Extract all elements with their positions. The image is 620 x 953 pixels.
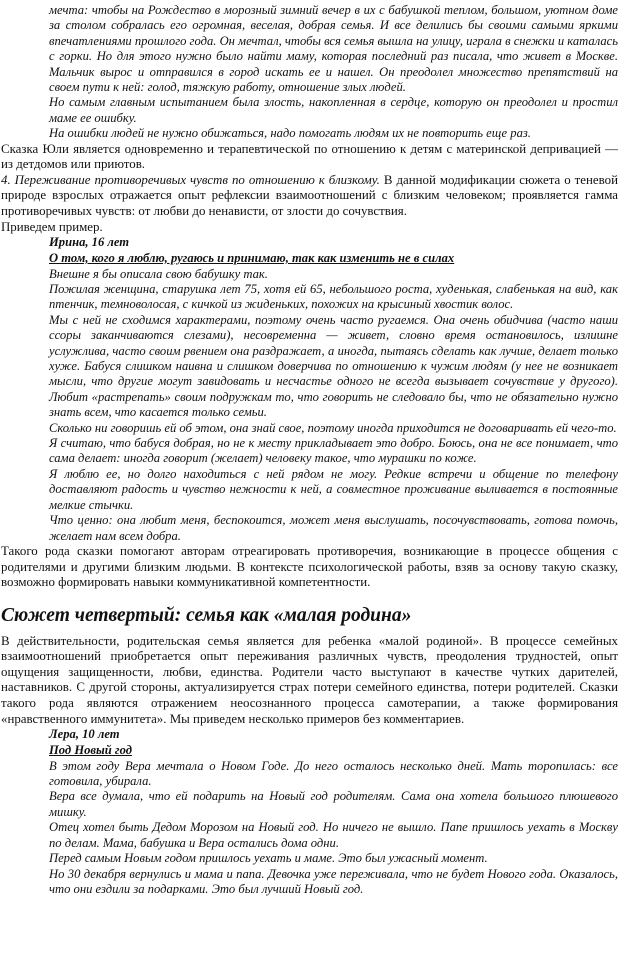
tale-paragraph: Что ценно: она любит меня, беспокоится, может меня выслушать, посочувствовать, готова помочь, желает нам всем добра. <box>49 513 618 543</box>
item4-lead: 4. Переживание противоречивых чувств по отношению к близкому. <box>1 172 380 187</box>
tale-title: Под Новый год <box>49 742 132 757</box>
tale-quote-block-c <box>49 727 618 897</box>
tale-paragraph: Перед самым Новым годом пришлось уехать и маме. Это был ужасный момент. <box>49 851 488 866</box>
tale-paragraph: мечта: чтобы на Рождество в морозный зимний вечер в их с бабушкой теплом, большом, уютном доме за столом собралась его огромная, веселая, добрая семья. И все делились бы своими самыми яркими впечатлениями прошлого года. Он мечтал, чтобы вся семья вышла на улицу, играла в снежки и каталась с горки. Но для этого нужно было найти маму, которая последний раз писала, что живет в Москве. Мальчик вырос и отправился в город искать ее и нашел. Он преодолел множество препятствий на своем пути к ней: голод, тяжкую работу, отношение злых людей. <box>49 3 618 95</box>
body-paragraph-skazka-yuli: Сказка Юли является одновременно и терапевтической по отношению к детям с материнской депривацией — из детдомов или приютов. <box>1 141 618 172</box>
tale-title: О том, кого я люблю, ругаюсь и принимаю, так как изменить не в силах <box>49 250 455 265</box>
tale-paragraph: Мы с ней не сходимся характерами, поэтому очень часто ругаемся. Она очень обидчива (часто наши ссоры заканчиваются слезами), несовременна — живет, словно время остановилось, излишне услужлива, часто своим рвением она раздражает, а иногда, пытаясь сделать как лучше, делает только хуже. Бабуся слишком наивна и слишком доверчива по отношению к чужим людям (у нее не возникает мысли, что другие могут завидовать и несчастье одного не всегда вызывает сочувствие у другого). Любит «растрепать» своим подружкам то, что говорить не следовало бы, что не обязательно нужно знать всем, что касается только семьи. <box>49 312 618 420</box>
tale-paragraph: В этом году Вера мечтала о Новом Годе. До него осталось несколько дней. Мать торопилась: все готовила, убирала. <box>49 758 618 789</box>
body-paragraph-privedem: Приведем пример. <box>1 219 103 234</box>
tale-paragraph: Внешне я бы описала свою бабушку так. <box>49 266 268 281</box>
tale-paragraph: Отец хотел быть Дедом Морозом на Новый год. Но ничего не вышло. Папе пришлось уехать в Москву по делам. Мама, бабушка и Вера остались дома одни. <box>49 820 618 850</box>
tale-quote-block-b <box>49 235 618 544</box>
tale-paragraph: Я считаю, что бабуся добрая, но не к месту прикладывает это добро. Боюсь, она не все понимает, что сама делает: иногда говорит (желает) человеку такое, что мурашки по коже. <box>49 436 618 466</box>
tale-paragraph: Сколько ни говоришь ей об этом, она знай свое, поэтому иногда приходится не договаривать ей чего-то. <box>49 420 617 435</box>
body-paragraph-v-deistvitelnosti: В действительности, родительская семья является для ребенка «малой родиной». В процессе семейных взаимоотношений приобретается опыт переживания различных чувств, преодоления трудностей, опыт ощущения защищенности, любви, единства. Родители часто выступают в качестве чутких дарителей, наставников. С другой стороны, актуализируется страх потери семейного единства, потери родителей. Сказки такого рода являются отражением неосознанного процесса самотерапии, а также формирования «нравственного иммунитета». Мы приведем несколько примеров без комментариев. <box>1 633 618 726</box>
tale-paragraph: Вера все думала, что ей подарить на Новый год родителям. Сама она хотела большого плюшевого мишку. <box>49 789 618 819</box>
tale-paragraph: Но 30 декабря вернулись и мама и папа. Девочка уже переживала, что не будет Нового года. Оказалось, что они ездили за подарками. Это был лучший Новый год. <box>49 866 618 896</box>
tale-author: Лера, 10 лет <box>49 727 120 742</box>
tale-quote-block-a <box>49 3 618 142</box>
item4-body: В данной модификации сюжета о теневой природе взрослых отражается опыт рефлексии взаимоотношений с близким человеком; проявляется гамма противоречивых чувств: от любви до ненависти, от злости до сочувствия. <box>1 172 618 219</box>
body-paragraph-takogo-roda: Такого рода сказки помогают авторам отреагировать противоречия, возникающие в процессе общения с родителями и другими близким людьми. В контексте психологической работы, взяв за основу такую сказку, возможно формировать навыки коммуникативной компетентности. <box>1 543 618 590</box>
tale-paragraph: Пожилая женщина, старушка лет 75, хотя ей 65, небольшого роста, худенькая, слабенькая на вид, как птенчик, темноволосая, с кичкой из жиденьких, похожих на крысиный хвостик волос. <box>49 282 618 312</box>
section-heading: Сюжет четвертый: семья как «малая родина» <box>1 604 412 626</box>
tale-author: Ирина, 16 лет <box>49 235 130 250</box>
body-paragraph-item4 <box>1 173 618 220</box>
tale-paragraph: Но самым главным испытанием была злость, накопленная в сердце, которую он преодолел и простил маме ее ошибку. <box>49 95 618 125</box>
tale-paragraph: Я люблю ее, но долго находиться с ней рядом не могу. Редкие встречи и общение по телефону доставляют радость и чувство нежности к ней, а совместное проживание выливается в постоянные мелкие стычки. <box>49 466 618 512</box>
tale-moral-paragraph: На ошибки людей не нужно обижаться, надо помогать людям их не повторить еще раз. <box>49 126 531 141</box>
